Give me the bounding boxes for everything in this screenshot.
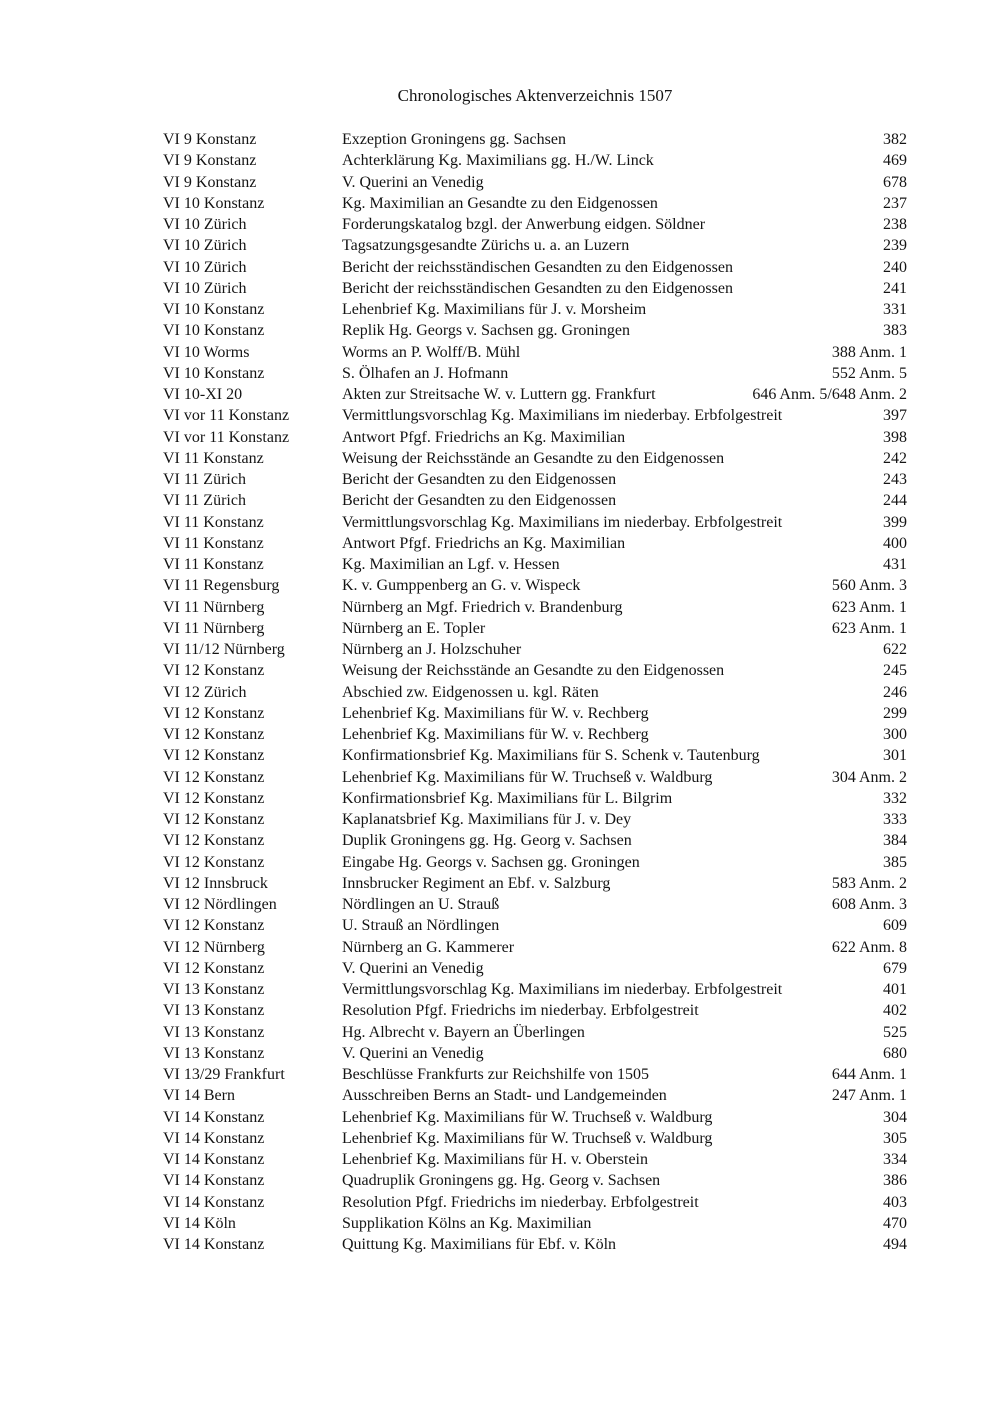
table-row	[163, 724, 907, 745]
row-page-ref: 388 Anm. 1	[831, 343, 907, 361]
table-row	[163, 809, 907, 830]
row-date-place: VI 10 Zürich	[163, 216, 247, 233]
row-page-ref: 383	[883, 322, 907, 340]
row-date-place: VI 10 Zürich	[163, 237, 247, 255]
table-row	[163, 533, 907, 554]
row-page-ref: 403	[883, 1193, 907, 1211]
row-date-place: VI 11 Zürich	[163, 471, 246, 488]
row-date-place: VI 14 Konstanz	[163, 1108, 265, 1126]
row-description: Kaplanatsbrief Kg. Maximilians für J. v. Dey	[342, 811, 632, 828]
row-page-ref: 243	[883, 471, 907, 488]
table-row	[163, 405, 907, 426]
row-date-place: VI 13 Konstanz	[163, 1023, 265, 1041]
row-date-place: VI 12 Konstanz	[163, 959, 265, 977]
row-description: U. Strauß an Nördlingen	[342, 917, 500, 935]
row-page-ref: 470	[883, 1214, 907, 1232]
row-date-place: VI 13 Konstanz	[163, 1044, 265, 1062]
row-description: Quadruplik Groningens gg. Hg. Georg v. Sachsen	[342, 1172, 661, 1190]
chronological-index-table	[163, 129, 907, 1255]
row-description: Kg. Maximilian an Lgf. v. Hessen	[342, 556, 560, 573]
row-description: Supplikation Kölns an Kg. Maximilian	[342, 1214, 592, 1232]
row-date-place: VI 10 Konstanz	[163, 364, 265, 382]
row-page-ref: 525	[883, 1023, 907, 1041]
row-date-place: VI 12 Nürnberg	[163, 938, 265, 956]
row-date-place: VI 10-XI 20	[163, 386, 243, 403]
table-row	[163, 745, 907, 766]
row-description: Resolution Pfgf. Friedrichs im niederbay. Erbfolgestreit	[342, 1193, 699, 1211]
table-row	[163, 788, 907, 809]
table-row	[163, 894, 907, 915]
table-row	[163, 937, 907, 958]
table-row	[163, 214, 907, 235]
row-description: Quittung Kg. Maximilians für Ebf. v. Köln	[342, 1236, 617, 1253]
table-row	[163, 427, 907, 448]
table-row	[163, 1128, 907, 1149]
row-date-place: VI 12 Konstanz	[163, 832, 265, 850]
row-date-place: VI 11 Konstanz	[163, 449, 264, 467]
row-description: Beschlüsse Frankfurts zur Reichshilfe von 1505	[342, 1066, 650, 1083]
row-date-place: VI 14 Konstanz	[163, 1172, 265, 1190]
row-description: Vermittlungsvorschlag Kg. Maximilians im niederbay. Erbfolgestreit	[342, 513, 783, 531]
row-date-place: VI 14 Köln	[163, 1214, 236, 1232]
row-page-ref: 304 Anm. 2	[831, 768, 907, 786]
row-page-ref: 299	[883, 704, 907, 722]
row-date-place: VI 9 Konstanz	[163, 173, 257, 191]
row-date-place: VI 11 Nürnberg	[163, 619, 265, 637]
row-description: Abschied zw. Eidgenossen u. kgl. Räten	[342, 683, 599, 701]
row-page-ref: 469	[883, 152, 907, 170]
row-date-place: VI 14 Konstanz	[163, 1193, 265, 1211]
table-row	[163, 320, 907, 341]
row-description: Bericht der reichsständischen Gesandten zu den Eidgenossen	[342, 279, 733, 297]
row-description: Weisung der Reichsstände an Gesandte zu den Eidgenossen	[342, 662, 725, 680]
row-page-ref: 622	[883, 641, 907, 658]
table-row	[163, 342, 907, 363]
table-row	[163, 873, 907, 894]
row-date-place: VI 12 Konstanz	[163, 704, 265, 722]
table-row	[163, 490, 907, 511]
row-page-ref: 623 Anm. 1	[831, 598, 907, 616]
row-page-ref: 241	[883, 279, 907, 297]
table-row	[163, 193, 907, 214]
row-date-place: VI 12 Konstanz	[163, 917, 265, 935]
row-date-place: VI 12 Konstanz	[163, 789, 265, 807]
table-row	[163, 852, 907, 873]
row-date-place: VI 11 Zürich	[163, 492, 246, 510]
table-row	[163, 1149, 907, 1170]
row-description: Nördlingen an U. Strauß	[342, 896, 500, 913]
table-row	[163, 235, 907, 256]
row-description: V. Querini an Venedig	[342, 1044, 484, 1062]
row-date-place: VI 10 Worms	[163, 343, 250, 361]
table-row	[163, 1000, 907, 1021]
row-description: Tagsatzungsgesandte Zürichs u. a. an Luzern	[342, 237, 630, 255]
table-row	[163, 1234, 907, 1255]
row-description: Lehenbrief Kg. Maximilians für J. v. Morsheim	[342, 301, 647, 318]
row-description: Weisung der Reichsstände an Gesandte zu den Eidgenossen	[342, 449, 725, 467]
table-row	[163, 278, 907, 299]
row-description: Vermittlungsvorschlag Kg. Maximilians im niederbay. Erbfolgestreit	[342, 981, 783, 998]
row-description: Lehenbrief Kg. Maximilians für W. Truchseß v. Waldburg	[342, 768, 713, 786]
row-page-ref: 331	[883, 301, 907, 318]
table-row	[163, 150, 907, 171]
row-date-place: VI 10 Konstanz	[163, 301, 265, 318]
row-page-ref: 679	[883, 959, 907, 977]
row-page-ref: 304	[883, 1108, 907, 1126]
row-page-ref: 244	[883, 492, 907, 510]
row-date-place: VI 12 Konstanz	[163, 662, 265, 680]
row-description: Eingabe Hg. Georgs v. Sachsen gg. Groningen	[342, 853, 640, 871]
table-row	[163, 1213, 907, 1234]
row-description: Lehenbrief Kg. Maximilians für W. Truchseß v. Waldburg	[342, 1108, 713, 1126]
row-date-place: VI 9 Konstanz	[163, 152, 257, 170]
row-description: Ausschreiben Berns an Stadt- und Landgemeinden	[342, 1087, 667, 1105]
table-row	[163, 639, 907, 660]
row-description: Lehenbrief Kg. Maximilians für W. Truchseß v. Waldburg	[342, 1129, 713, 1147]
row-description: Antwort Pfgf. Friedrichs an Kg. Maximilian	[342, 428, 626, 446]
table-row	[163, 448, 907, 469]
row-date-place: VI 12 Innsbruck	[163, 874, 268, 892]
row-page-ref: 494	[883, 1236, 907, 1253]
table-row	[163, 129, 907, 150]
row-page-ref: 608 Anm. 3	[831, 896, 907, 913]
row-page-ref: 609	[883, 917, 907, 935]
row-date-place: VI 11 Konstanz	[163, 513, 264, 531]
page-title: Chronologisches Aktenverzeichnis 1507	[397, 86, 673, 105]
row-page-ref: 242	[883, 449, 907, 467]
row-description: Worms an P. Wolff/B. Mühl	[342, 343, 521, 361]
row-description: Forderungskatalog bzgl. der Anwerbung eidgen. Söldner	[342, 216, 706, 233]
row-date-place: VI 11/12 Nürnberg	[163, 641, 285, 658]
row-page-ref: 622 Anm. 8	[831, 938, 907, 956]
row-description: Innsbrucker Regiment an Ebf. v. Salzburg	[342, 874, 611, 892]
row-date-place: VI 12 Konstanz	[163, 853, 265, 871]
row-page-ref: 431	[883, 556, 907, 573]
table-row	[163, 958, 907, 979]
row-description: Vermittlungsvorschlag Kg. Maximilians im niederbay. Erbfolgestreit	[342, 407, 783, 425]
row-page-ref: 398	[883, 428, 907, 446]
row-page-ref: 402	[883, 1002, 907, 1020]
row-date-place: VI 11 Nürnberg	[163, 598, 265, 616]
table-row	[163, 575, 907, 596]
table-row	[163, 767, 907, 788]
row-description: Nürnberg an Mgf. Friedrich v. Brandenburg	[342, 598, 623, 616]
table-row	[163, 512, 907, 533]
row-description: Hg. Albrecht v. Bayern an Überlingen	[342, 1023, 585, 1041]
table-row	[163, 703, 907, 724]
table-row	[163, 299, 907, 320]
table-row	[163, 469, 907, 490]
row-description: Nürnberg an G. Kammerer	[342, 938, 515, 956]
row-description: Bericht der reichsständischen Gesandten zu den Eidgenossen	[342, 258, 733, 276]
row-date-place: VI 11 Konstanz	[163, 534, 264, 552]
row-description: V. Querini an Venedig	[342, 959, 484, 977]
table-row	[163, 1043, 907, 1064]
row-page-ref: 301	[883, 747, 907, 765]
table-row	[163, 1064, 907, 1085]
row-description: Bericht der Gesandten zu den Eidgenossen	[342, 492, 617, 510]
row-page-ref: 646 Anm. 5/648 Anm. 2	[752, 386, 907, 403]
row-date-place: VI 13 Konstanz	[163, 981, 265, 998]
row-date-place: VI 10 Konstanz	[163, 322, 265, 340]
row-date-place: VI 11 Regensburg	[163, 577, 280, 595]
table-row	[163, 915, 907, 936]
row-description: K. v. Gumppenberg an G. v. Wispeck	[342, 577, 581, 595]
table-row	[163, 660, 907, 681]
row-date-place: VI 11 Konstanz	[163, 556, 264, 573]
row-description: Duplik Groningens gg. Hg. Georg v. Sachsen	[342, 832, 632, 850]
row-date-place: VI 12 Zürich	[163, 683, 247, 701]
row-page-ref: 560 Anm. 3	[831, 577, 907, 595]
table-row	[163, 1192, 907, 1213]
table-row	[163, 830, 907, 851]
row-page-ref: 332	[883, 789, 907, 807]
row-description: Replik Hg. Georgs v. Sachsen gg. Groningen	[342, 322, 630, 340]
table-row	[163, 384, 907, 405]
row-date-place: VI 13/29 Frankfurt	[163, 1066, 285, 1083]
row-description: Bericht der Gesandten zu den Eidgenossen	[342, 471, 617, 488]
row-page-ref: 385	[883, 853, 907, 871]
row-page-ref: 239	[883, 237, 907, 255]
row-description: Lehenbrief Kg. Maximilians für W. v. Rechberg	[342, 704, 649, 722]
table-row	[163, 1170, 907, 1191]
row-description: S. Ölhafen an J. Hofmann	[342, 364, 509, 382]
row-description: Antwort Pfgf. Friedrichs an Kg. Maximilian	[342, 534, 626, 552]
row-page-ref: 623 Anm. 1	[831, 619, 907, 637]
table-row	[163, 618, 907, 639]
row-page-ref: 680	[883, 1044, 907, 1062]
row-page-ref: 583 Anm. 2	[831, 874, 907, 892]
row-date-place: VI 12 Konstanz	[163, 811, 265, 828]
table-row	[163, 363, 907, 384]
row-page-ref: 238	[883, 216, 907, 233]
row-page-ref: 401	[883, 981, 907, 998]
row-page-ref: 247 Anm. 1	[831, 1087, 907, 1105]
row-date-place: VI 14 Konstanz	[163, 1129, 265, 1147]
row-page-ref: 305	[883, 1129, 907, 1147]
row-date-place: VI 12 Konstanz	[163, 747, 265, 765]
row-page-ref: 382	[883, 131, 907, 148]
row-date-place: VI 12 Konstanz	[163, 768, 265, 786]
row-page-ref: 246	[883, 683, 907, 701]
row-description: Nürnberg an J. Holzschuher	[342, 641, 522, 658]
table-row	[163, 597, 907, 618]
row-description: Konfirmationsbrief Kg. Maximilians für S. Schenk v. Tautenburg	[342, 747, 760, 765]
row-date-place: VI 10 Zürich	[163, 279, 247, 297]
row-page-ref: 333	[883, 811, 907, 828]
row-page-ref: 552 Anm. 5	[831, 364, 907, 382]
row-date-place: VI 10 Konstanz	[163, 194, 265, 212]
row-page-ref: 237	[883, 194, 907, 212]
row-page-ref: 399	[883, 513, 907, 531]
row-description: V. Querini an Venedig	[342, 173, 484, 191]
table-row	[163, 257, 907, 278]
row-description: Konfirmationsbrief Kg. Maximilians für L. Bilgrim	[342, 789, 673, 807]
table-row	[163, 682, 907, 703]
row-page-ref: 397	[883, 407, 907, 425]
row-page-ref: 334	[883, 1151, 907, 1168]
table-row	[163, 1107, 907, 1128]
row-description: Exzeption Groningens gg. Sachsen	[342, 131, 566, 148]
row-date-place: VI vor 11 Konstanz	[163, 407, 290, 425]
row-description: Achterklärung Kg. Maximilians gg. H./W. Linck	[342, 152, 654, 170]
row-date-place: VI 14 Bern	[163, 1087, 235, 1105]
row-page-ref: 300	[883, 726, 907, 743]
table-row	[163, 1022, 907, 1043]
row-page-ref: 245	[883, 662, 907, 680]
row-page-ref: 644 Anm. 1	[831, 1066, 907, 1083]
row-page-ref: 240	[883, 258, 907, 276]
row-description: Lehenbrief Kg. Maximilians für H. v. Oberstein	[342, 1151, 648, 1168]
table-row	[163, 554, 907, 575]
row-date-place: VI 9 Konstanz	[163, 131, 257, 148]
row-date-place: VI 10 Zürich	[163, 258, 247, 276]
row-page-ref: 678	[883, 173, 907, 191]
row-description: Resolution Pfgf. Friedrichs im niederbay. Erbfolgestreit	[342, 1002, 699, 1020]
row-date-place: VI 12 Nördlingen	[163, 896, 277, 913]
row-description: Nürnberg an E. Topler	[342, 619, 486, 637]
row-date-place: VI vor 11 Konstanz	[163, 428, 290, 446]
row-page-ref: 386	[883, 1172, 907, 1190]
row-date-place: VI 12 Konstanz	[163, 726, 265, 743]
table-row	[163, 1085, 907, 1106]
row-description: Kg. Maximilian an Gesandte zu den Eidgenossen	[342, 194, 658, 212]
row-date-place: VI 14 Konstanz	[163, 1236, 265, 1253]
row-page-ref: 400	[883, 534, 907, 552]
table-row	[163, 172, 907, 193]
table-row	[163, 979, 907, 1000]
row-description: Lehenbrief Kg. Maximilians für W. v. Rechberg	[342, 726, 649, 743]
row-page-ref: 384	[883, 832, 907, 850]
row-date-place: VI 14 Konstanz	[163, 1151, 265, 1168]
row-description: Akten zur Streitsache W. v. Luttern gg. Frankfurt	[342, 386, 656, 403]
row-date-place: VI 13 Konstanz	[163, 1002, 265, 1020]
